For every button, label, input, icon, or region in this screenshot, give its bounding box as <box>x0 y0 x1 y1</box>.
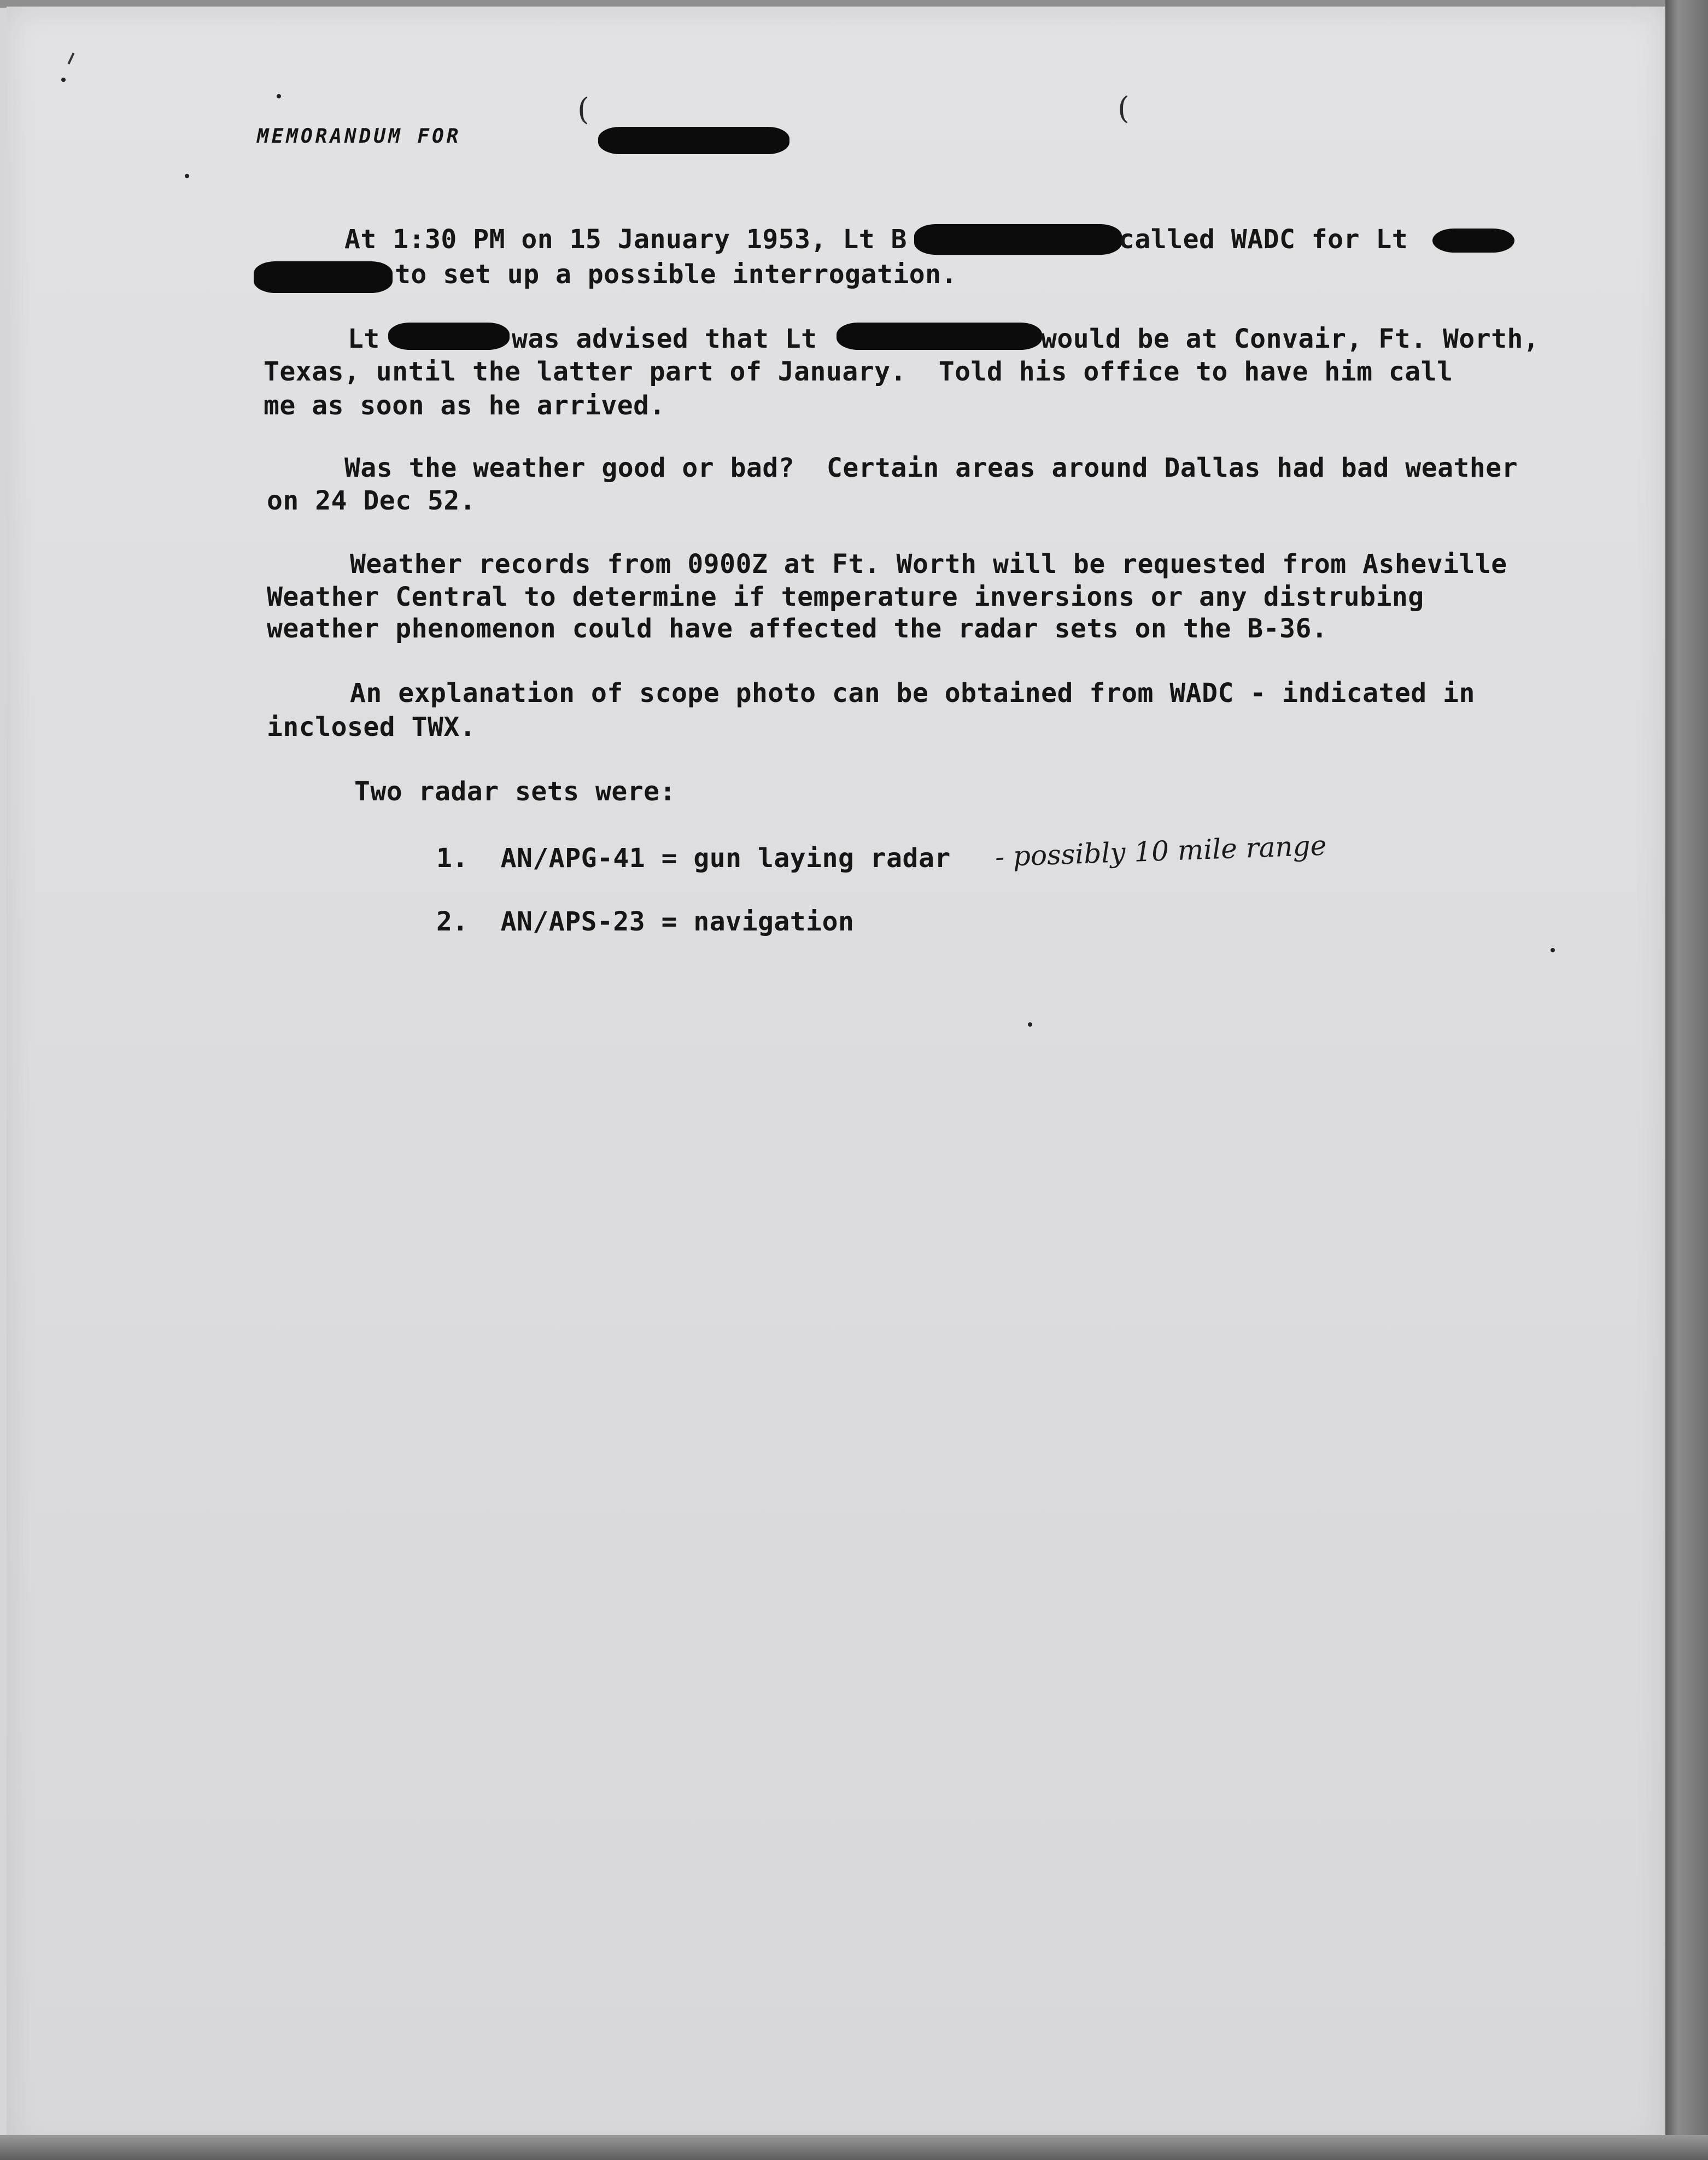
memo-text-line: me as soon as he arrived. <box>264 390 665 421</box>
memo-text-line: An explanation of scope photo can be obtained from WADC - indicated in <box>350 678 1475 709</box>
memo-text-line: Weather Central to determine if temperature inversions or any distrubing <box>267 582 1424 612</box>
radar-list-item: 1. AN/APG-41 = gun laying radar <box>436 843 951 874</box>
memo-text-line: Was the weather good or bad? Certain areas around Dallas had bad weather <box>344 453 1518 483</box>
redaction-bar <box>598 127 789 154</box>
scan-speck <box>1028 1022 1032 1027</box>
redaction-bar <box>837 323 1042 350</box>
stray-paren-mark: ( <box>577 92 589 127</box>
memo-text-line: Texas, until the latter part of January. Told his office to have him call <box>264 356 1453 387</box>
memo-text-line: to set up a possible interrogation. <box>395 259 957 290</box>
memo-text-line: weather phenomenon could have affected the radar sets on the B-36. <box>267 613 1328 644</box>
memo-text-line: inclosed TWX. <box>267 712 476 742</box>
memo-text-line: called WADC for Lt <box>1119 224 1408 255</box>
memo-text-line: Weather records from 0900Z at Ft. Worth will be requested from Asheville <box>350 549 1507 579</box>
redaction-bar <box>388 323 510 350</box>
scan-bottom-border <box>0 2135 1708 2160</box>
stray-paren-mark: ( <box>1118 91 1130 126</box>
memo-text-line: Lt <box>348 324 380 354</box>
memo-text-line: on 24 Dec 52. <box>267 485 476 516</box>
memo-text-line: Two radar sets were: <box>354 776 676 807</box>
radar-list-item: 2. AN/APS-23 = navigation <box>436 906 855 937</box>
redaction-bar <box>1432 229 1514 253</box>
scan-speck <box>277 94 281 98</box>
redaction-bar <box>254 261 393 293</box>
scan-speck <box>61 78 66 82</box>
memo-text-line: would be at Convair, Ft. Worth, <box>1041 324 1540 354</box>
redaction-bar <box>914 224 1122 255</box>
scan-speck <box>185 174 189 178</box>
scan-speck <box>1551 948 1555 952</box>
memo-heading: MEMORANDUM FOR <box>257 125 461 148</box>
scan-right-border <box>1665 0 1708 2160</box>
memo-text-line: At 1:30 PM on 15 January 1953, Lt B <box>344 224 907 255</box>
memo-text-line: was advised that Lt <box>512 324 817 354</box>
handwritten-annotation: - possibly 10 mile range <box>995 829 1327 873</box>
